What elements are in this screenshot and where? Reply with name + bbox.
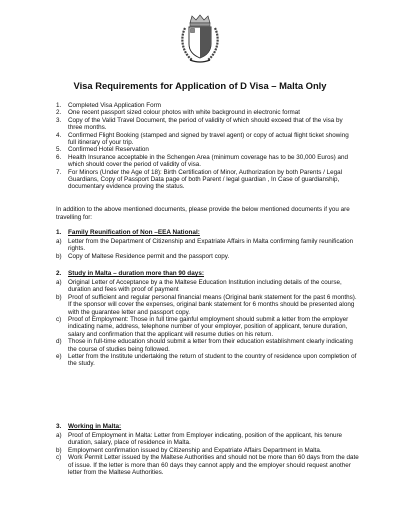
requirement-item <box>56 169 356 191</box>
intro-paragraph: In addition to the above mentioned documents, please provide the below mentioned documents if you are travelling for: <box>56 206 350 221</box>
requirement-item <box>56 109 356 116</box>
requirement-item <box>56 117 356 132</box>
item-text: Original Letter of Acceptance by a the Maltese Education Institution including details of the course, duration and fees with proof of payment <box>68 279 342 294</box>
item-text: Those in full-time education should submit a letter from their education establishment clearly indicating the course of studies being followed. <box>68 338 353 353</box>
requirement-number: 3. <box>56 116 62 124</box>
requirement-text: Copy of the Valid Travel Document, the period of validity of which should exceed that of the visa by three months. <box>68 116 343 132</box>
requirement-item <box>56 102 356 109</box>
item-letter: c) <box>56 316 62 324</box>
list-item <box>56 447 360 454</box>
list-item <box>56 338 360 353</box>
section-number: 3. <box>56 423 62 430</box>
item-text: Work Permit Letter issued by the Maltese Authorities and should not be more than 60 days from the date of issue. If the letter is more than 60 days they cannot apply and the employer should request another letter from the Maltese Authorities. <box>68 454 359 477</box>
requirement-item <box>56 146 356 153</box>
item-text: Proof of Employment in Malta: Letter from Employer indicating, position of the applicant, his tenure duration, salary, place of residence in Malta. <box>68 432 343 447</box>
requirement-number: 4. <box>56 131 62 139</box>
family-reunification-list <box>56 238 360 260</box>
requirement-text: Health Insurance acceptable in the Schengen Area (minimum coverage has to be 30,000 Euros) and which should cover the period of validity of visa. <box>68 153 349 169</box>
item-letter: a) <box>56 279 62 286</box>
document-title: Visa Requirements for Application of D Visa – Malta Only <box>73 80 327 91</box>
section-heading-working-in-malta <box>56 423 121 430</box>
section-heading-family-reunification <box>56 229 200 236</box>
working-in-malta-list <box>56 432 360 476</box>
requirement-number: 5. <box>56 146 62 154</box>
requirement-number: 7. <box>56 168 62 176</box>
section-title: Family Reunification of Non –EEA National: <box>68 229 200 236</box>
requirements-list <box>56 102 356 191</box>
malta-coat-of-arms-icon <box>178 14 222 64</box>
item-letter: d) <box>56 338 62 346</box>
item-letter: b) <box>56 293 62 301</box>
requirement-item <box>56 154 356 169</box>
item-text: Proof of Employment: Those in full time gainful employment should submit a letter from the employer indicating name, address, telephone number of your employer, position of applicant, tenure duration, salary and confirmation that the applicant will resume duties on his return. <box>68 316 349 338</box>
item-text: Letter from the Institute undertaking the return of student to the country of residence upon completion of the study. <box>68 353 357 368</box>
item-text: Proof of sufficient and regular personal financial means (Original bank statement for the past 6 months). If the sponsor will cover the expenses, original bank statement for 6 months should be presented along with the guarantee letter and passport copy. <box>68 293 357 316</box>
section-title: Study in Malta – duration more than 90 days: <box>68 270 205 277</box>
item-letter: a) <box>56 238 62 245</box>
item-letter: c) <box>56 454 62 462</box>
list-item <box>56 238 360 253</box>
list-item <box>56 279 360 294</box>
section-heading-study-in-malta <box>56 270 204 277</box>
item-letter: b) <box>56 252 62 260</box>
requirement-item <box>56 132 356 147</box>
item-letter: b) <box>56 446 62 454</box>
item-text: Letter from the Department of Citizenship and Expatriate Affairs in Malta confirming family reunification rights. <box>68 238 354 253</box>
requirement-text: Confirmed Hotel Reservation <box>68 146 149 154</box>
section-number: 1. <box>56 229 62 236</box>
requirement-text: One recent passport sized colour photos with white background in electronic format <box>68 109 301 117</box>
list-item <box>56 454 360 476</box>
requirement-text: For Minors (Under the Age of 18): Birth Certification of Minor, Authorization by both Parents / Legal Guardians, Copy of Passport Data page of both Parent / legal guardian , In Case of guardianship, documentary evidence proving the status. <box>68 168 343 191</box>
list-item <box>56 353 360 368</box>
list-item <box>56 294 360 316</box>
section-title: Working in Malta: <box>68 423 122 430</box>
item-letter: a) <box>56 432 62 439</box>
requirement-text: Confirmed Flight Booking (stamped and signed by travel agent) or copy of actual flight ticket showing full itinerary of your trip. <box>68 131 349 147</box>
item-letter: e) <box>56 353 62 361</box>
section-number: 2. <box>56 270 62 277</box>
item-text: Employment confirmation issued by Citizenship and Expatriate Affairs Department in Malta. <box>68 446 322 454</box>
requirement-number: 1. <box>56 102 62 109</box>
requirement-number: 6. <box>56 153 62 161</box>
list-item <box>56 432 360 447</box>
list-item <box>56 253 360 260</box>
list-item <box>56 316 360 338</box>
item-text: Copy of Maltese Residence permit and the passport copy. <box>68 252 230 260</box>
study-in-malta-list <box>56 279 360 368</box>
requirement-text: Completed Visa Application Form <box>68 102 161 109</box>
requirement-number: 2. <box>56 109 62 117</box>
